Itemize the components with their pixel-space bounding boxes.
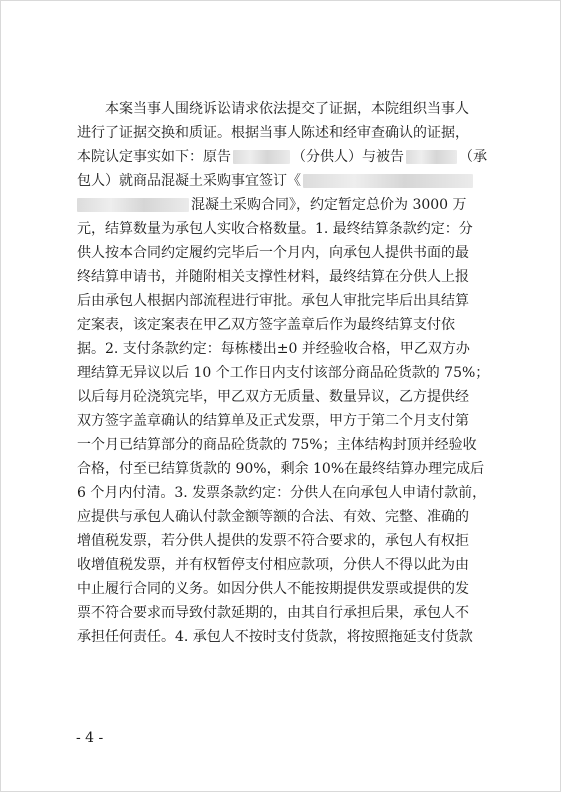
redacted-contract-name bbox=[303, 174, 473, 188]
paragraph-line-18 bbox=[77, 505, 487, 529]
paragraph-line-12 bbox=[77, 361, 490, 385]
paragraph-line-19 bbox=[77, 529, 487, 553]
paragraph-line-17 bbox=[77, 481, 487, 505]
paragraph-line-22 bbox=[77, 601, 487, 625]
document-body bbox=[77, 97, 490, 649]
line-text: 本院认定事实如下：原告 bbox=[77, 149, 231, 165]
paragraph-line-5 bbox=[77, 193, 487, 217]
line-text: 混凝土采购合同》，约定暂定总价为 3000 万 bbox=[191, 197, 467, 213]
line-text: 票不符合要求而导致付款延期的，由其自行承担后果，承包人不 bbox=[77, 605, 469, 621]
line-text: 6 个月内付清。3. 发票条款约定：分供人在向承包人申请付款前， bbox=[77, 485, 487, 501]
paragraph-line-11 bbox=[77, 337, 487, 361]
line-text: 理结算无异议以后 10 个工作日内支付该部分商品砼货款的 75%； bbox=[77, 365, 490, 381]
line-text: （分供人）与被告 bbox=[291, 149, 404, 165]
line-text: 双方签字盖章确认的结算单及正式发票，甲方于第二个月支付第 bbox=[77, 413, 469, 429]
redacted-contract-name bbox=[77, 198, 189, 212]
paragraph-line-13 bbox=[77, 385, 487, 409]
line-text: 包人）就商品混凝土采购事宜签订《 bbox=[77, 173, 301, 189]
paragraph-line-9 bbox=[77, 289, 487, 313]
paragraph-line-4 bbox=[77, 169, 487, 193]
line-text: 应提供与承包人确认付款金额等额的合法、有效、完整、准确的 bbox=[77, 509, 469, 525]
line-text: 后由承包人根据内部流程进行审批。承包人审批完毕后出具结算 bbox=[77, 293, 469, 309]
line-text: 进行了证据交换和质证。根据当事人陈述和经审查确认的证据， bbox=[77, 125, 469, 141]
paragraph-line-23 bbox=[77, 625, 487, 649]
line-text: 据。2. 支付条款约定：每栋楼出±0 并经验收合格，甲乙双方办 bbox=[77, 341, 470, 357]
paragraph-line-14 bbox=[77, 409, 487, 433]
paragraph-line-21 bbox=[77, 577, 487, 601]
line-text: 收增值税发票，并有权暂停支付相应款项，分供人不得以此为由 bbox=[77, 557, 469, 573]
line-text: 中止履行合同的义务。如因分供人不能按期提供发票或提供的发 bbox=[77, 581, 469, 597]
line-text: 供人按本合同约定履约完毕后一个月内，向承包人提供书面的最 bbox=[77, 245, 469, 261]
redacted-plaintiff-name bbox=[233, 150, 290, 164]
paragraph-line-3 bbox=[77, 145, 487, 169]
line-text: 本案当事人围绕诉讼请求依法提交了证据，本院组织当事人 bbox=[105, 101, 469, 117]
paragraph-line-16 bbox=[77, 457, 487, 481]
paragraph-line-2 bbox=[77, 121, 487, 145]
line-text: 终结算申请书，并随附相关支撑性材料，最终结算在分供人上报 bbox=[77, 269, 469, 285]
line-text: 一个月已结算部分的商品砼货款的 75%；主体结构封顶并经验收 bbox=[77, 437, 477, 453]
line-text: 定案表，该定案表在甲乙双方签字盖章后作为最终结算支付依 bbox=[77, 317, 455, 333]
redacted-defendant-name bbox=[406, 150, 457, 164]
line-text: 以后每月砼浇筑完毕，甲乙双方无质量、数量异议，乙方提供经 bbox=[77, 389, 469, 405]
line-text: 元，结算数量为承包人实收合格数量。1. 最终结算条款约定：分 bbox=[77, 221, 473, 237]
paragraph-line-1 bbox=[77, 97, 487, 121]
paragraph-line-6 bbox=[77, 217, 487, 241]
page-number: - 4 - bbox=[76, 730, 104, 746]
paragraph-line-15 bbox=[77, 433, 487, 457]
line-text: 承担任何责任。4. 承包人不按时支付货款，将按照拖延支付货款 bbox=[77, 629, 473, 645]
line-text: （承 bbox=[459, 149, 487, 165]
paragraph-line-20 bbox=[77, 553, 487, 577]
line-text: 合格，付至已结算货款的 90%，剩余 10%在最终结算办理完成后 bbox=[77, 461, 485, 477]
paragraph-line-8 bbox=[77, 265, 487, 289]
line-text: 增值税发票，若分供人提供的发票不符合要求的，承包人有权拒 bbox=[77, 533, 469, 549]
paragraph-line-7 bbox=[77, 241, 487, 265]
paragraph-line-10 bbox=[77, 313, 487, 337]
